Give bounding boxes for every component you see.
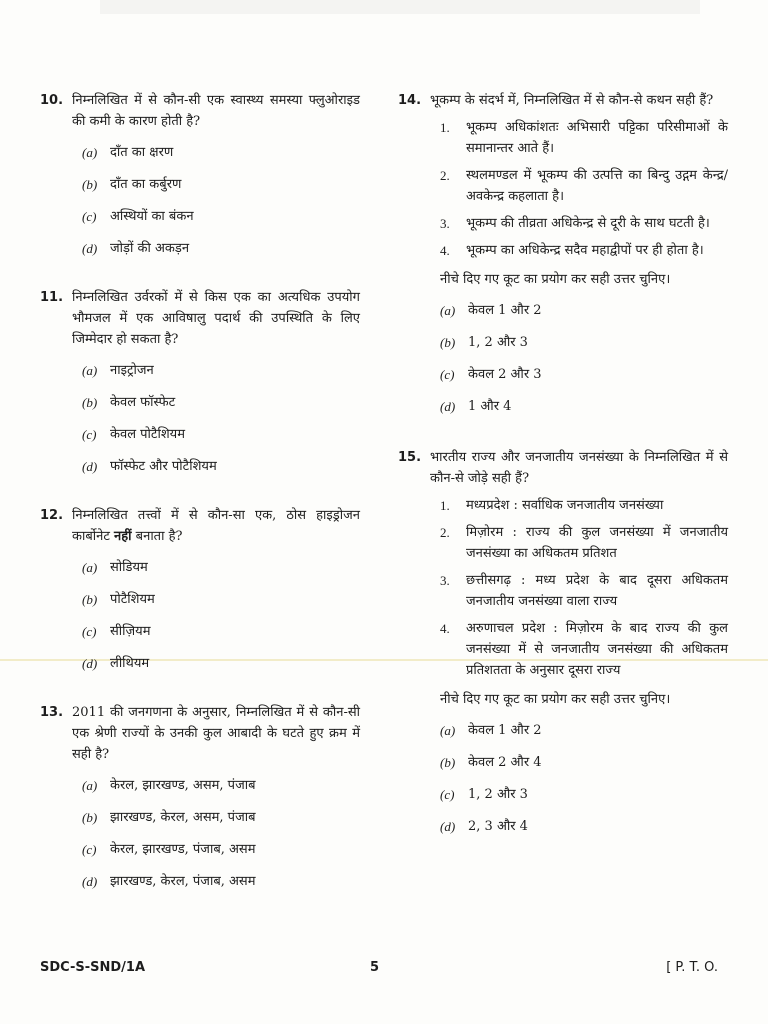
option[interactable]: (b) दाँत का कर्बुरण xyxy=(82,177,182,192)
statement: 2. स्थलमण्डल में भूकम्प की उत्पत्ति का बिन्दु उद्गम केन्द्र/अवकेन्द्र कहलाता है। xyxy=(440,168,728,204)
option[interactable]: (c) अस्थियों का बंकन xyxy=(82,209,194,224)
option[interactable]: (b) झारखण्ड, केरल, असम, पंजाब xyxy=(82,810,256,825)
option[interactable]: (a) केवल 1 और 2 xyxy=(440,303,542,318)
question-number: 15. xyxy=(398,450,422,465)
statement: 4. अरुणाचल प्रदेश : मिज़ोरम के बाद राज्य की कुल जनसंख्या में से जनजातीय जनसंख्या की अधिकतम प्रतिशतता के अनुसार दूसरा राज्य xyxy=(440,621,728,678)
question-text: निम्नलिखित उर्वरकों में से किस एक का अत्यधिक उपयोग भौमजल में एक आविषालु पदार्थ की उपस्थिति के लिए जिम्मेदार हो सकता है? xyxy=(72,290,360,347)
option[interactable]: (a) सोडियम xyxy=(82,560,148,575)
option[interactable]: (b) 1, 2 और 3 xyxy=(440,335,528,350)
question-text: भूकम्प के संदर्भ में, निम्नलिखित में से कौन-से कथन सही हैं? xyxy=(430,93,714,108)
instruction: नीचे दिए गए कूट का प्रयोग कर सही उत्तर चुनिए। xyxy=(440,692,671,707)
question-text: निम्नलिखित तत्त्वों में से कौन-सा एक, ठोस हाइड्रोजन कार्बोनेट नहीं बनाता है? xyxy=(72,508,360,544)
paper-code: SDC-S-SND/1A xyxy=(40,960,146,975)
option[interactable]: (a) नाइट्रोजन xyxy=(82,363,154,378)
scan-bleed xyxy=(100,0,700,14)
option[interactable]: (a) केवल 1 और 2 xyxy=(440,723,542,738)
emphasis-not: नहीं xyxy=(114,529,132,544)
question-number: 12. xyxy=(40,508,64,523)
option[interactable]: (d) 2, 3 और 4 xyxy=(440,819,528,834)
question-text: निम्नलिखित में से कौन-सी एक स्वास्थ्य समस्या फ्लुओराइड की कमी के कारण होती है? xyxy=(72,93,360,129)
page-footer xyxy=(40,960,718,980)
option[interactable]: (c) केरल, झारखण्ड, पंजाब, असम xyxy=(82,842,256,857)
option[interactable]: (a) दाँत का क्षरण xyxy=(82,145,174,160)
option[interactable]: (c) केवल 2 और 3 xyxy=(440,367,542,382)
option[interactable]: (b) पोटैशियम xyxy=(82,592,155,607)
question-number: 14. xyxy=(398,93,422,108)
right-column xyxy=(398,90,728,837)
statement: 2. मिज़ोरम : राज्य की कुल जनसंख्या में जनजातीय जनसंख्या का अधिकतम प्रतिशत xyxy=(440,525,728,561)
option[interactable]: (a) केरल, झारखण्ड, असम, पंजाब xyxy=(82,778,256,793)
question-text: 2011 की जनगणना के अनुसार, निम्नलिखित में से कौन-सी एक श्रेणी राज्यों के उनकी कुल आबादी के घटते हुए क्रम में सही है? xyxy=(72,705,360,762)
question-11 xyxy=(40,287,360,477)
question-number: 13. xyxy=(40,705,64,720)
page-number: 5 xyxy=(370,960,380,975)
instruction: नीचे दिए गए कूट का प्रयोग कर सही उत्तर चुनिए। xyxy=(440,272,671,287)
question-12 xyxy=(40,505,360,674)
option[interactable]: (d) झारखण्ड, केरल, पंजाब, असम xyxy=(82,874,256,889)
question-15 xyxy=(398,447,728,837)
statement: 1. मध्यप्रदेश : सर्वाधिक जनजातीय जनसंख्या xyxy=(440,498,664,513)
statement: 4. भूकम्प का अधिकेन्द्र सदैव महाद्वीपों पर ही होता है। xyxy=(440,243,704,258)
option[interactable]: (c) केवल पोटैशियम xyxy=(82,427,185,442)
please-turn-over: [ P. T. O. xyxy=(666,960,718,975)
option[interactable]: (d) लीथियम xyxy=(82,656,150,671)
question-10 xyxy=(40,90,360,259)
left-column xyxy=(40,90,360,892)
question-13 xyxy=(40,702,360,892)
question-number: 10. xyxy=(40,93,64,108)
statement: 3. भूकम्प की तीव्रता अधिकेन्द्र से दूरी के साथ घटती है। xyxy=(440,216,710,231)
option[interactable]: (c) सीज़ियम xyxy=(82,624,151,639)
option[interactable]: (d) फॉस्फेट और पोटैशियम xyxy=(82,459,217,474)
option[interactable]: (b) केवल 2 और 4 xyxy=(440,755,542,770)
question-14 xyxy=(398,90,728,417)
question-text: भारतीय राज्य और जनजातीय जनसंख्या के निम्नलिखित में से कौन-से जोड़े सही हैं? xyxy=(430,450,728,486)
statement: 3. छत्तीसगढ़ : मध्य प्रदेश के बाद दूसरा अधिकतम जनजातीय जनसंख्या वाला राज्य xyxy=(440,573,728,609)
option[interactable]: (d) जोड़ों की अकड़न xyxy=(82,241,190,256)
option[interactable]: (b) केवल फॉस्फेट xyxy=(82,395,176,410)
statement: 1. भूकम्प अधिकांशतः अभिसारी पट्टिका परिसीमाओं के समानान्तर आते हैं। xyxy=(440,120,728,156)
question-number: 11. xyxy=(40,290,64,305)
option[interactable]: (d) 1 और 4 xyxy=(440,399,512,414)
option[interactable]: (c) 1, 2 और 3 xyxy=(440,787,528,802)
